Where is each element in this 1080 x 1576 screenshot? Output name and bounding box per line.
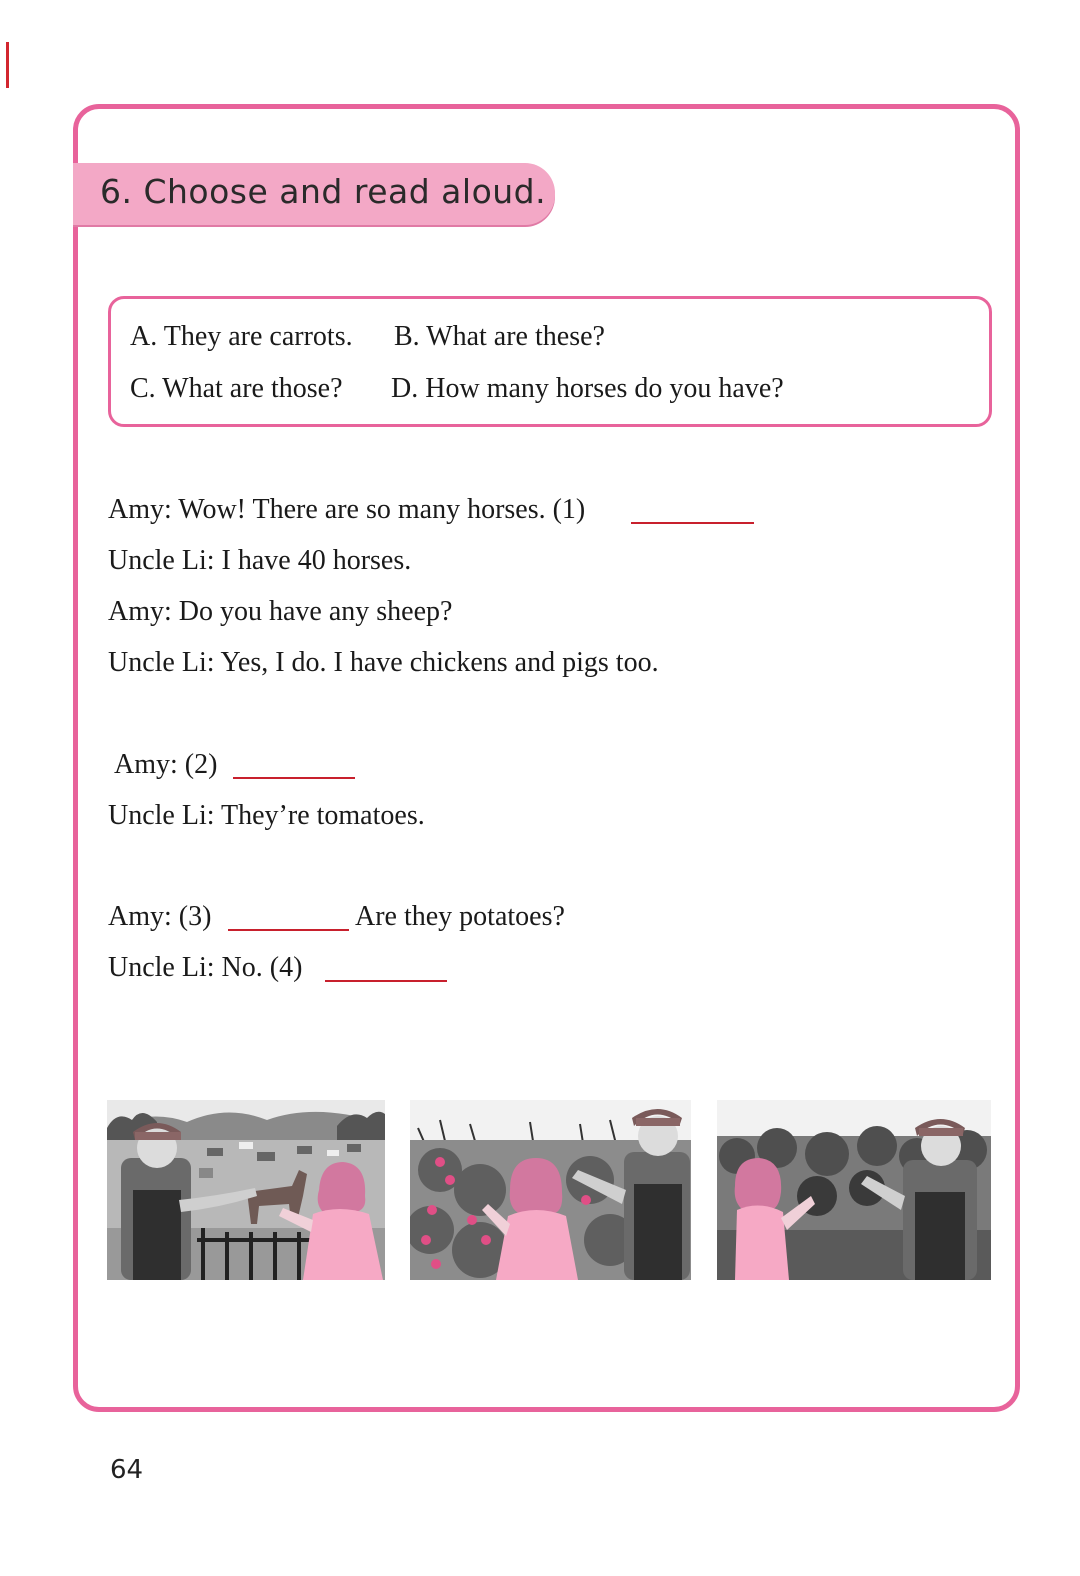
answer-blank-4[interactable]	[325, 980, 447, 982]
answer-blank-3[interactable]	[228, 929, 349, 931]
dialogue-line-2: Uncle Li: I have 40 horses.	[108, 545, 412, 576]
option-d: D. How many horses do you have?	[391, 373, 784, 404]
dialogue-line-7: Amy: (3)	[108, 901, 212, 932]
page-edge-mark	[6, 42, 9, 88]
option-c: C. What are those?	[130, 373, 343, 404]
dialogue-line-6: Uncle Li: They’re tomatoes.	[108, 800, 425, 831]
dialogue-line-8: Uncle Li: No. (4)	[108, 952, 303, 983]
dialogue-line-7-end: Are they potatoes?	[355, 901, 565, 932]
answer-blank-1[interactable]	[631, 522, 754, 524]
option-a: A. They are carrots.	[130, 321, 353, 352]
horses-farm-illustration	[107, 1100, 385, 1280]
option-b: B. What are these?	[394, 321, 605, 352]
page-number: 64	[110, 1455, 144, 1485]
answer-blank-2[interactable]	[233, 777, 355, 779]
dialogue-line-1: Amy: Wow! There are so many horses. (1)	[108, 494, 586, 525]
tomatoes-garden-illustration	[410, 1100, 691, 1280]
exercise-title: 6. Choose and read aloud.	[100, 172, 547, 211]
options-box	[108, 296, 992, 427]
dialogue-line-4: Uncle Li: Yes, I do. I have chickens and pigs too.	[108, 647, 659, 678]
potato-field-illustration	[717, 1100, 991, 1280]
dialogue-line-5: Amy: (2)	[114, 749, 218, 780]
dialogue-line-3: Amy: Do you have any sheep?	[108, 596, 453, 627]
